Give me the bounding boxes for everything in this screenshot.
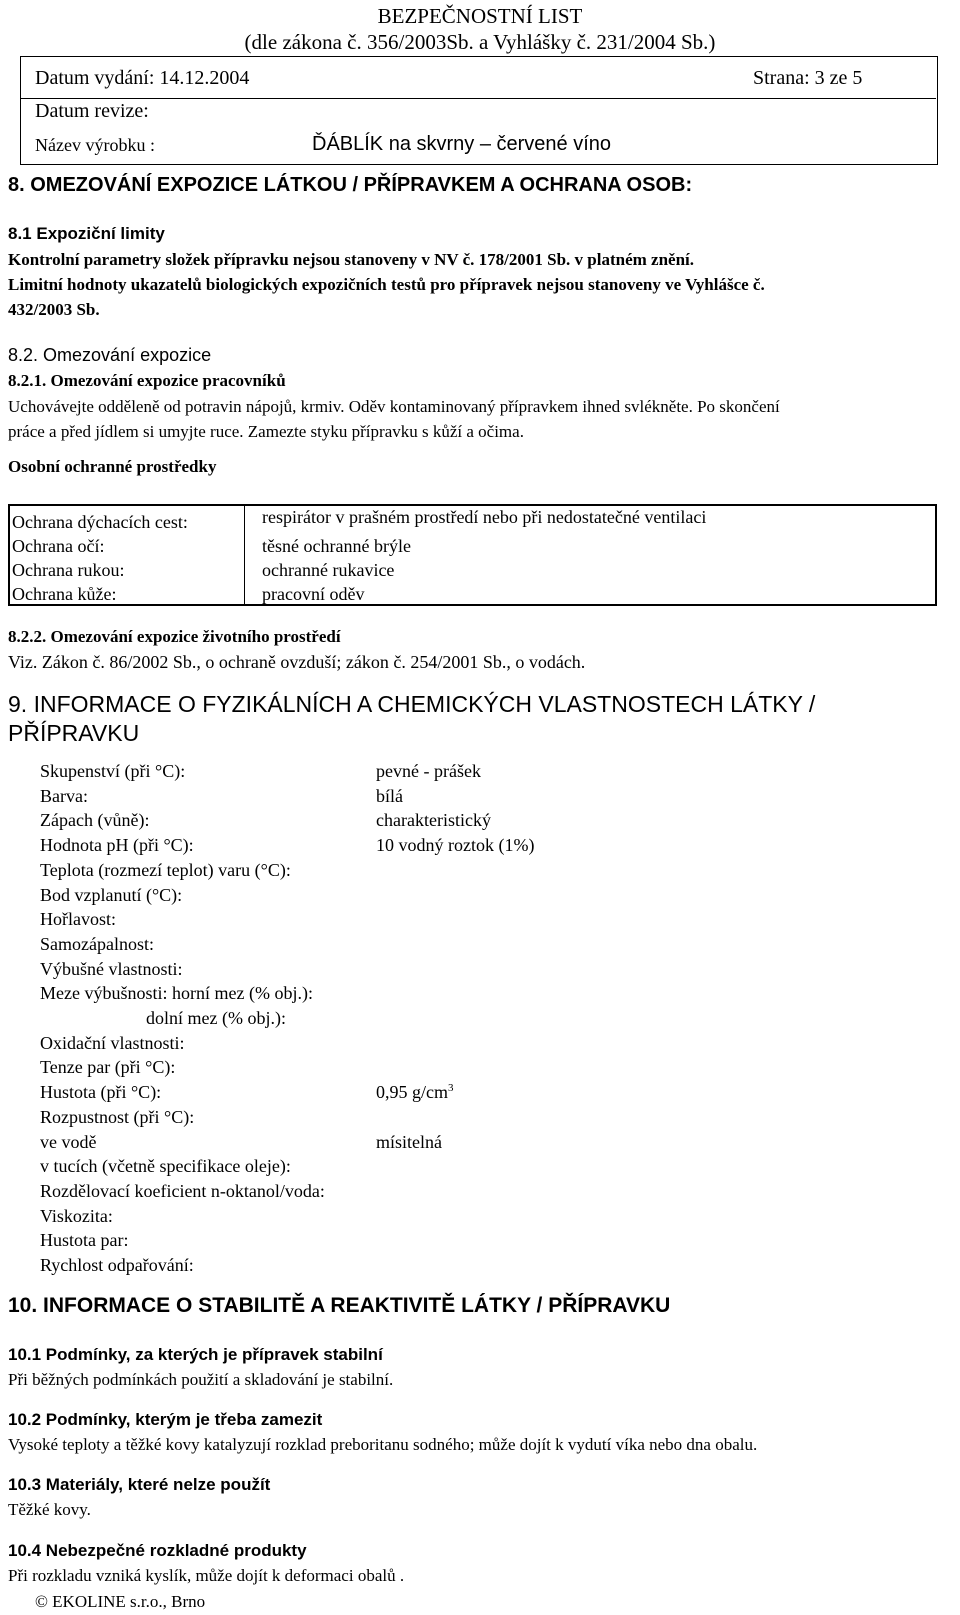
section-10-1-heading: 10.1 Podmínky, za kterých je přípravek stabilní <box>8 1345 383 1364</box>
section-10-2-heading: 10.2 Podmínky, kterým je třeba zamezit <box>8 1410 323 1429</box>
section-8-1-line-1: Kontrolní parametry složek přípravku nejsou stanoveny v NV č. 178/2001 Sb. v platném znění. <box>8 250 695 269</box>
product-name: ĎÁBLÍK na skvrny – červené víno <box>312 133 612 155</box>
footer-copyright: © EKOLINE s.r.o., Brno <box>35 1592 206 1611</box>
ppe-value: pracovní oděv <box>262 584 365 604</box>
property-value <box>376 1132 442 1153</box>
ppe-value: ochranné rukavice <box>262 560 395 580</box>
property-value <box>376 786 403 807</box>
property-value <box>376 761 481 782</box>
section-8-2-1-line-2: práce a před jídlem si umyjte ruce. Zamezte styku přípravku s kůží a očima. <box>8 422 524 441</box>
property-label: Skupenství (při °C): <box>40 761 186 781</box>
ppe-value: těsné ochranné brýle <box>262 536 411 556</box>
section-8-2-1-heading: 8.2.1. Omezování expozice pracovníků <box>8 371 286 390</box>
property-label: Hodnota pH (při °C): <box>40 835 194 855</box>
property-value-text: pevné - prášek <box>376 761 481 781</box>
property-label: ve vodě <box>40 1132 97 1152</box>
section-8-heading: 8. OMEZOVÁNÍ EXPOZICE LÁTKOU / PŘÍPRAVKEM A OCHRANA OSOB: <box>8 174 693 196</box>
property-label: Rychlost odpařování: <box>40 1255 194 1275</box>
property-label: Výbušné vlastnosti: <box>40 959 183 979</box>
ppe-label: Ochrana dýchacích cest: <box>12 512 188 532</box>
property-value <box>376 835 534 856</box>
section-10-heading: 10. INFORMACE O STABILITĚ A REAKTIVITĚ LÁTKY / PŘÍPRAVKU <box>8 1294 671 1317</box>
property-value-superscript: 3 <box>448 1082 454 1094</box>
property-label: Rozpustnost (při °C): <box>40 1107 195 1127</box>
property-label: v tucích (včetně specifikace oleje): <box>40 1156 291 1176</box>
property-label: dolní mez (% obj.): <box>146 1008 286 1028</box>
property-value-text: bílá <box>376 786 403 806</box>
section-8-2-2-line-1: Viz. Zákon č. 86/2002 Sb., o ochraně ovzduší; zákon č. 254/2001 Sb., o vodách. <box>8 652 586 672</box>
property-label: Hustota par: <box>40 1230 129 1250</box>
property-label: Teplota (rozmezí teplot) varu (°C): <box>40 860 291 880</box>
property-label: Viskozita: <box>40 1206 113 1226</box>
property-value-text: charakteristický <box>376 810 491 830</box>
document-title: BEZPEČNOSTNÍ LIST <box>377 4 583 28</box>
section-8-2-heading: 8.2. Omezování expozice <box>8 345 212 365</box>
property-label: Meze výbušnosti: horní mez (% obj.): <box>40 983 313 1003</box>
section-10-4-text: Při rozkladu vzniká kyslík, může dojít k deformaci obalů . <box>8 1566 405 1585</box>
property-label: Rozdělovací koeficient n-oktanol/voda: <box>40 1181 325 1201</box>
section-8-1-line-2: Limitní hodnoty ukazatelů biologických expozičních testů pro přípravek nejsou stanoveny ve Vyhlášce č. <box>8 275 765 294</box>
property-value-text: 0,95 g/cm <box>376 1082 448 1102</box>
section-8-1-line-3: 432/2003 Sb. <box>8 300 100 319</box>
ppe-label: Ochrana očí: <box>12 536 105 556</box>
ppe-label: Ochrana kůže: <box>12 584 117 604</box>
issue-date: Datum vydání: 14.12.2004 <box>35 67 250 89</box>
property-value-text: mísitelná <box>376 1132 442 1152</box>
section-8-1-heading: 8.1 Expoziční limity <box>8 224 165 243</box>
ppe-label: Ochrana rukou: <box>12 560 125 580</box>
property-label: Oxidační vlastnosti: <box>40 1033 185 1053</box>
section-9-heading-line-1: 9. INFORMACE O FYZIKÁLNÍCH A CHEMICKÝCH VLASTNOSTECH LÁTKY / <box>8 691 816 717</box>
header-divider <box>20 98 936 99</box>
section-8-2-2-heading: 8.2.2. Omezování expozice životního prostředí <box>8 627 341 646</box>
property-label: Hořlavost: <box>40 909 116 929</box>
property-label: Barva: <box>40 786 88 806</box>
section-10-3-heading: 10.3 Materiály, které nelze použít <box>8 1475 271 1494</box>
property-label: Hustota (při °C): <box>40 1082 162 1102</box>
section-9-heading-line-2: PŘÍPRAVKU <box>8 720 140 746</box>
section-10-2-text: Vysoké teploty a těžké kovy katalyzují rozklad preboritanu sodného; může dojít k vydutí víka nebo dna obalu. <box>8 1435 758 1454</box>
property-value <box>376 1082 454 1103</box>
ppe-heading: Osobní ochranné prostředky <box>8 457 217 476</box>
section-10-1-text: Při běžných podmínkách použití a skladování je stabilní. <box>8 1370 394 1389</box>
page-number: Strana: 3 ze 5 <box>753 67 863 89</box>
section-8-2-1-line-1: Uchovávejte odděleně od potravin nápojů, krmiv. Oděv kontaminovaný přípravkem ihned svlékněte. Po skončení <box>8 397 780 416</box>
product-label: Název výrobku : <box>35 135 155 155</box>
property-label: Bod vzplanutí (°C): <box>40 885 183 905</box>
property-label: Zápach (vůně): <box>40 810 150 830</box>
ppe-value: respirátor v prašném prostředí nebo při nedostatečné ventilaci <box>262 507 707 527</box>
revision-label: Datum revize: <box>35 100 149 122</box>
property-label: Tenze par (při °C): <box>40 1057 176 1077</box>
section-10-3-text: Těžké kovy. <box>8 1500 91 1519</box>
property-label: Samozápalnost: <box>40 934 154 954</box>
property-value <box>376 810 491 831</box>
section-10-4-heading: 10.4 Nebezpečné rozkladné produkty <box>8 1541 307 1560</box>
ppe-table-divider <box>244 504 245 606</box>
property-value-text: 10 vodný roztok (1%) <box>376 835 535 855</box>
document-subtitle: (dle zákona č. 356/2003Sb. a Vyhlášky č. 231/2004 Sb.) <box>244 30 716 54</box>
